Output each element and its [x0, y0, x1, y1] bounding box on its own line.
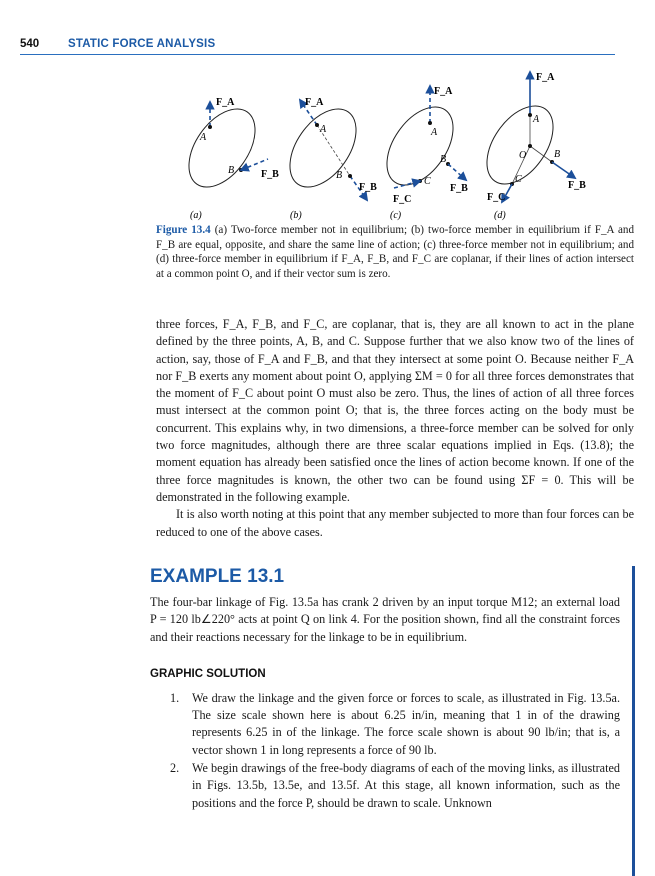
force-label-c-FA: F_A: [434, 86, 453, 97]
example-side-bar: [632, 566, 635, 876]
point-label-b-A: A: [320, 124, 327, 135]
point-label-a-B: B: [228, 165, 235, 176]
body-paragraph-1: three forces, F_A, F_B, and F_C, are coplanar, that is, they are all known to act in the plane defined by the three points, A, B, and C. Suppose further that we also know two of the lines of action, say, those of F_A and F_B, and that they intersect at some point O. Because neither F_A nor F_B exerts any moment about point O, applying ΣM = 0 for all three forces demonstrates that the moment of F_C about point O must also be zero. Thus, the lines of action of all three forces must intersect at the common point O; that is, the three forces acting on the body must be concurrent. This explains why, in two dimensions, a three-force member can be solved for only two force magnitudes, although there are three scalar equations implied in Eqs. (13.8); the moment equation has already been satisfied once the lines of action become known. If one of the three force magnitudes is known, the other two can be found using ΣF = 0. This will be demonstrated in the following example.: [156, 317, 634, 504]
step-number: 2.: [170, 761, 180, 776]
solution-step: [150, 760, 620, 812]
point-label-d-A: A: [533, 114, 540, 125]
force-label-b-FB: F_B: [359, 182, 377, 193]
force-label-d-FC: F_C: [487, 192, 506, 203]
page-number: 540: [20, 38, 40, 50]
example-title: EXAMPLE 13.1: [150, 566, 285, 587]
figure-caption-label: Figure 13.4: [156, 224, 211, 236]
body-text: [156, 316, 634, 541]
solution-step: [150, 690, 620, 759]
panel-label-d: (d): [494, 210, 506, 221]
force-label-c-FB: F_B: [450, 183, 468, 194]
force-label-a-FB: F_B: [261, 169, 279, 180]
example-intro: The four-bar linkage of Fig. 13.5a has crank 2 driven by an input torque M12; an external load P = 120 lb∠220° acts at point Q on link 4. For the position shown, find all the constraint forces and their reactions necessary for the linkage to be in equilibrium.: [150, 595, 620, 644]
point-label-d-O: O: [519, 150, 527, 161]
figure-caption: [156, 223, 634, 281]
force-label-d-FA: F_A: [536, 72, 555, 83]
step-text: We draw the linkage and the given force or forces to scale, as illustrated in Fig. 13.5a. The size scale shown here is about 6.25 in/in, meaning that 1 in of the drawing represents 6.25 in of the linkage. The force scale shown is about 90 lb/in; that is, a vector shown 1 in long represents a force of 90 lb.: [192, 690, 620, 757]
force-label-d-FB: F_B: [568, 180, 586, 191]
point-label-a-A: A: [200, 132, 207, 143]
figure-caption-text: (a) Two-force member not in equilibrium; (b) two-force member in equilibrium if F_A and F_B are equal, opposite, and share the same line of action; (c) three-force member not in equilibrium; and (d) three-force member in equilibrium if F_A, F_B, and F_C are coplanar, if their lines of action intersect at a common point O, and if their vector sum is zero.: [156, 224, 634, 280]
panel-label-c: (c): [390, 210, 402, 221]
point-label-d-C: C: [515, 174, 522, 185]
force-label-a-FA: F_A: [216, 97, 235, 108]
step-text: We begin drawings of the free-body diagrams of each of the moving links, as illustrated in Figs. 13.5b, 13.5e, and 13.5f. At this stage, all known information, such as the positions and the force P, should be drawn to scale. Unknown: [192, 761, 620, 810]
running-title: STATIC FORCE ANALYSIS: [68, 38, 216, 50]
step-number: 1.: [170, 690, 180, 705]
panel-label-b: (b): [290, 210, 302, 221]
point-label-d-B: B: [554, 149, 561, 160]
force-label-b-FA: F_A: [305, 97, 324, 108]
point-label-c-B: B: [440, 154, 447, 165]
figure-panel-a: [175, 97, 279, 221]
panel-label-a: (a): [190, 210, 202, 221]
figure-panel-b: [276, 97, 377, 221]
force-label-c-FC: F_C: [393, 194, 412, 205]
figure-panel-c: [373, 86, 468, 221]
example-subheading: GRAPHIC SOLUTION: [150, 667, 266, 680]
page-header: [20, 38, 615, 55]
body-paragraph-2: It is also worth noting at this point that any member subjected to more than four forces can be reduced to one of the above cases.: [156, 507, 634, 539]
figure-panel-d: [473, 72, 586, 221]
example-box: [150, 566, 634, 813]
solution-steps: [150, 690, 620, 812]
point-label-b-B: B: [336, 170, 343, 181]
point-label-c-A: A: [431, 127, 438, 138]
point-label-c-C: C: [424, 176, 431, 187]
figure-13-4: [150, 60, 590, 225]
